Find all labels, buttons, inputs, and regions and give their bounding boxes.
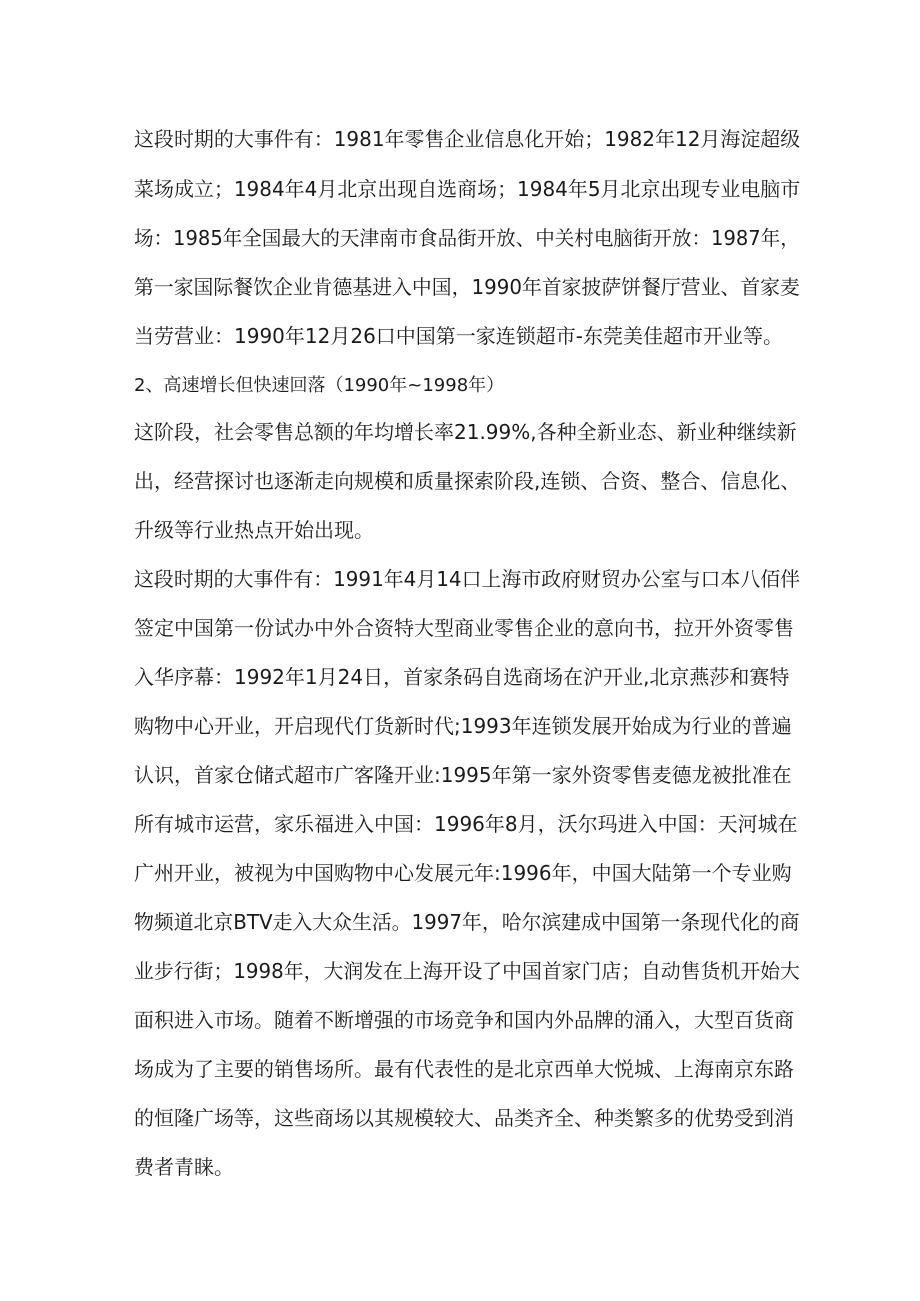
paragraph-1-line-2: 菜场成立；1984年4月北京出现自选商场；1984年5月北京出现专业电脑市 — [134, 177, 801, 201]
paragraph-3-line-3: 入华序幕：1992年1月24日，首家条码自选商场在沪开业,北京燕莎和赛特 — [134, 665, 790, 689]
paragraph-1-line-4: 第一家国际餐饮企业肯德基进入中国，1990年首家披萨饼餐厅营业、首家麦 — [134, 275, 800, 299]
paragraph-3-line-7: 广州开业，被视为中国购物中心发展元年:1996年，中国大陆第一个专业购 — [134, 861, 792, 885]
paragraph-2-line-1: 这阶段，社会零售总额的年均增长率21.99%,各种全新业态、新业种继续新 — [134, 420, 797, 444]
paragraph-3-line-8: 物频道北京BTV走入大众生活。1997年，哈尔滨建成中国第一条现代化的商 — [134, 910, 800, 934]
paragraph-3-line-6: 所有城市运营，家乐福进入中国：1996年8月，沃尔玛进入中国：天河城在 — [134, 812, 798, 836]
paragraph-3-line-11: 场成为了主要的销售场所。最有代表性的是北京西单大悦城、上海南京东路 — [134, 1057, 794, 1081]
paragraph-3-line-12: 的恒隆广场等，这些商场以其规模较大、品类齐全、种类繁多的优势受到消 — [134, 1106, 794, 1130]
paragraph-3-line-2: 签定中国第一份试办中外合资特大型商业零售企业的意向书，拉开外资零售 — [134, 616, 794, 640]
paragraph-1-line-1: 这段时期的大事件有：1981年零售企业信息化开始；1982年12月海淀超级 — [134, 127, 801, 151]
section-heading: 2、高速增长但快速回落（1990年~1998年） — [134, 375, 505, 396]
paragraph-3-line-4: 购物中心开业，开启现代仃货新时代;1993年连锁发展开始成为行业的普遍 — [134, 714, 792, 738]
paragraph-1-line-5: 当劳营业：1990年12月26口中国第一家连锁超市-东莞美佳超市开业等。 — [134, 324, 784, 348]
paragraph-3-line-5: 认识，首家仓储式超市广客隆开业:1995年第一家外资零售麦德龙被批准在 — [134, 763, 792, 787]
paragraph-1-line-3: 场：1985年全国最大的天津南市食品街开放、中关村电脑街开放：1987年， — [134, 226, 800, 250]
paragraph-3-line-9: 业步行街；1998年，大润发在上海开设了中国首家门店；自动售货机开始大 — [134, 959, 800, 983]
paragraph-3-line-13: 费者青睐。 — [134, 1155, 234, 1179]
paragraph-3-line-10: 面积进入市场。随着不断增强的市场竞争和国内外品牌的涌入，大型百货商 — [134, 1008, 794, 1032]
paragraph-2-line-3: 升级等行业热点开始出现。 — [134, 518, 374, 542]
paragraph-2-line-2: 出，经营探讨也逐渐走向规模和质量探索阶段,连锁、合资、整合、信息化、 — [134, 469, 801, 493]
paragraph-3-line-1: 这段时期的大事件有：1991年4月14口上海市政府财贸办公室与口本八佰伴 — [134, 567, 801, 591]
